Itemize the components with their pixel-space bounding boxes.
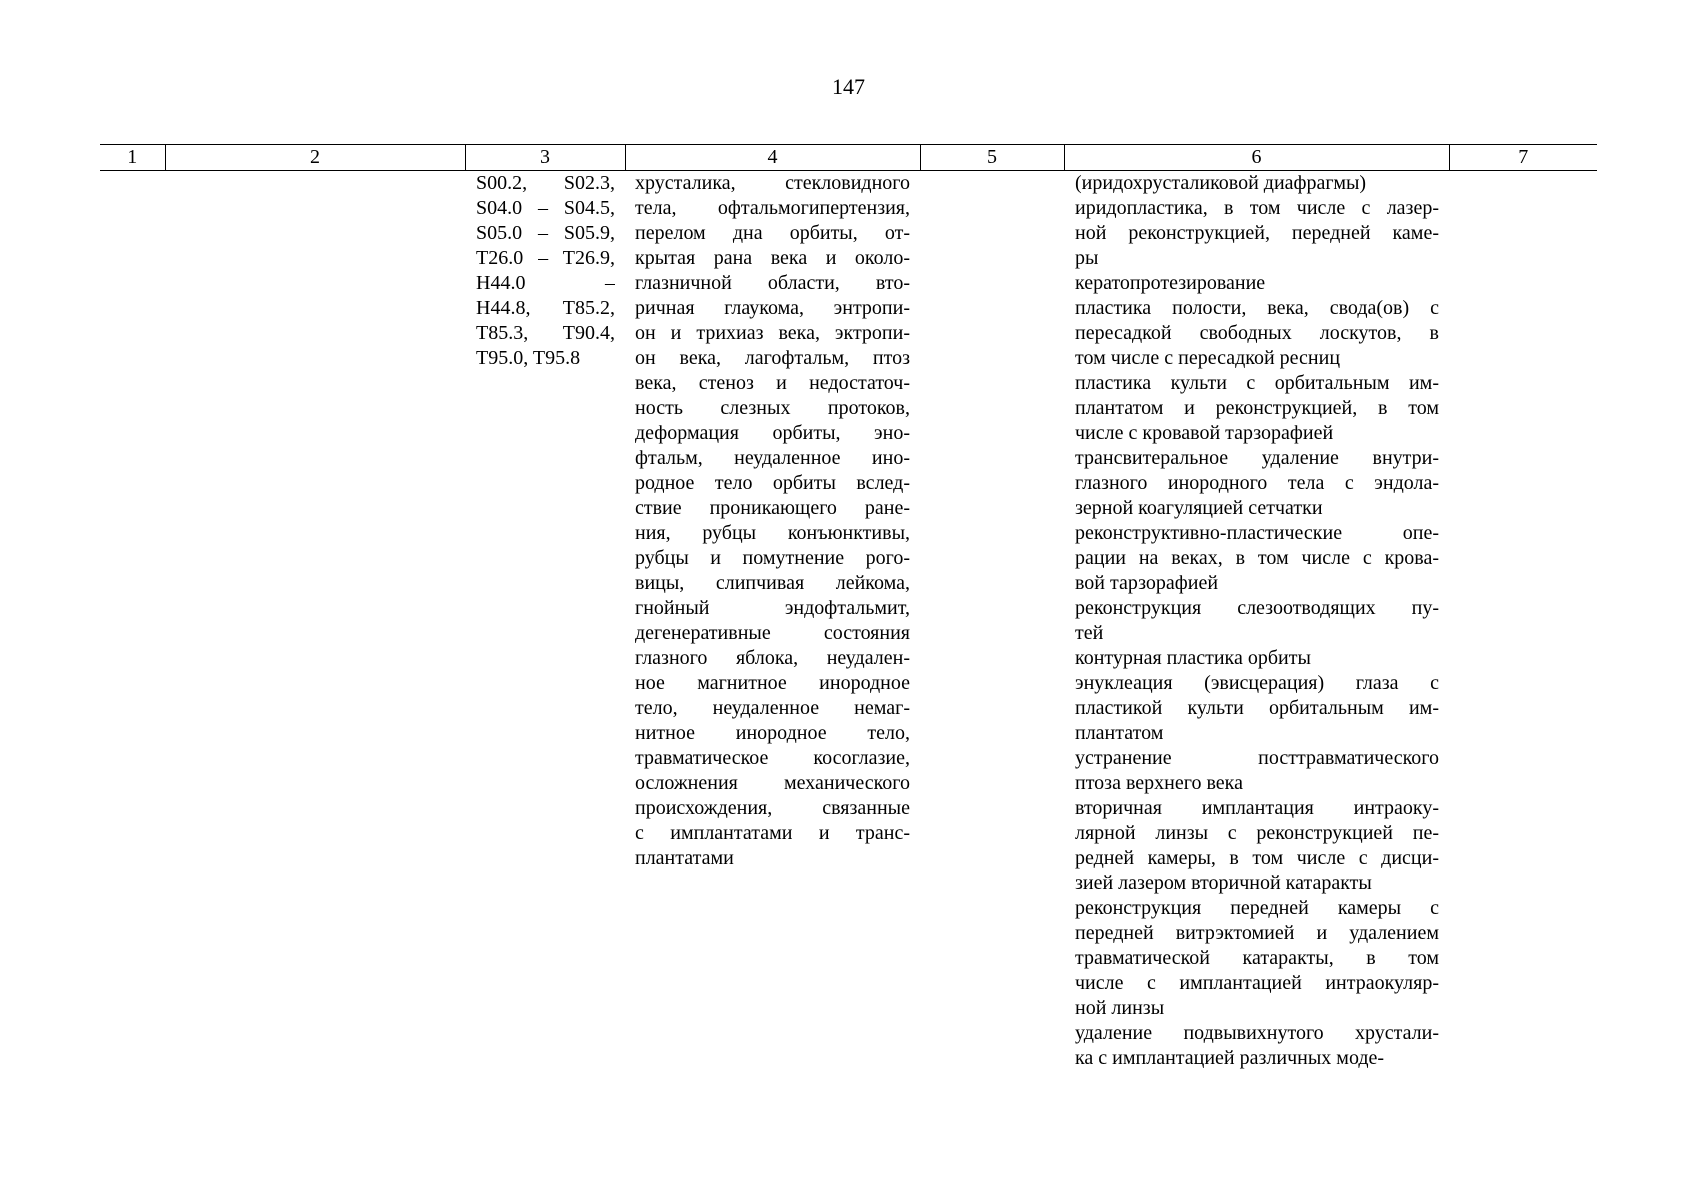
treatment-line: том числе с пересадкой ресниц [1075, 347, 1341, 369]
treatment-line: иридопластика, в том числе с лазер- [1075, 197, 1439, 219]
treatment-line: устранение посттравматического [1075, 747, 1439, 769]
treatment-line: ка с имплантацией различных моде- [1075, 1047, 1385, 1069]
cell-col-4-diagnoses [625, 171, 920, 1072]
diagnosis-line: тела, офтальмогипертензия, [635, 197, 910, 219]
diagnosis-line: крытая рана века и около- [635, 247, 910, 269]
treatment-line: глазного инородного тела с эндола- [1075, 472, 1439, 494]
icd-code-line: T26.0 – T26.9, [476, 247, 615, 269]
treatment-line: энуклеация (эвисцерация) глаза с [1075, 672, 1439, 694]
treatment-line: пластика культи с орбитальным им- [1075, 372, 1439, 394]
document-table [100, 144, 1597, 1071]
treatment-line: реконструкция передней камеры с [1075, 897, 1439, 919]
diagnosis-line: дегенеративные состояния [635, 622, 910, 644]
treatment-line: плантатом [1075, 722, 1164, 744]
treatment-line: ры [1075, 247, 1099, 269]
diagnosis-line: тело, неудаленное немаг- [635, 697, 910, 719]
treatment-line: пластика полости, века, свода(ов) с [1075, 297, 1439, 319]
treatment-line: пластикой культи орбитальным им- [1075, 697, 1439, 719]
treatment-line: зией лазером вторичной катаракты [1075, 872, 1372, 894]
treatment-line: рации на веках, в том числе с крова- [1075, 547, 1439, 569]
header-col-2: 2 [165, 145, 465, 171]
diagnosis-line: ное магнитное инородное [635, 672, 910, 694]
treatment-line: вой тарзорафией [1075, 572, 1219, 594]
treatment-line: удаление подвывихнутого хрустали- [1075, 1022, 1439, 1044]
treatment-line: числе с имплантацией интраокуляр- [1075, 972, 1439, 994]
header-col-7: 7 [1449, 145, 1597, 171]
icd-code-line: S05.0 – S05.9, [476, 222, 615, 244]
treatment-line: тей [1075, 622, 1104, 644]
diagnosis-line: родное тело орбиты вслед- [635, 472, 910, 494]
treatment-line: ной линзы [1075, 997, 1165, 1019]
diagnosis-line: ствие проникающего ране- [635, 497, 910, 519]
icd-code-line: S00.2, S02.3, [476, 172, 615, 194]
treatment-line: пересадкой свободных лоскутов, в [1075, 322, 1439, 344]
icd-code-line: T95.0, T95.8 [476, 347, 581, 369]
diagnosis-line: деформация орбиты, эно- [635, 422, 910, 444]
treatment-line: контурная пластика орбиты [1075, 647, 1311, 669]
header-col-5: 5 [920, 145, 1064, 171]
diagnosis-line: нитное инородное тело, [635, 722, 910, 744]
header-col-3: 3 [465, 145, 625, 171]
cell-col-7 [1449, 171, 1597, 1072]
table-row [100, 171, 1597, 1072]
diagnosis-line: вицы, слипчивая лейкома, [635, 572, 910, 594]
treatment-line: лярной линзы с реконструкцией пе- [1075, 822, 1439, 844]
diagnosis-line: происхождения, связанные [635, 797, 910, 819]
diagnosis-line: с имплантатами и транс- [635, 822, 910, 844]
diagnosis-line: он века, лагофтальм, птоз [635, 347, 910, 369]
diagnosis-line: травматическое косоглазие, [635, 747, 910, 769]
cell-col-6-treatments [1064, 171, 1449, 1072]
treatment-line: птоза верхнего века [1075, 772, 1243, 794]
diagnosis-line: века, стеноз и недостаточ- [635, 372, 910, 394]
treatment-line: (иридохрусталиковой диафрагмы) [1075, 172, 1367, 194]
diagnosis-line: гнойный эндофтальмит, [635, 597, 910, 619]
treatment-line: вторичная имплантация интраоку- [1075, 797, 1439, 819]
diagnosis-line: плантатами [635, 847, 734, 869]
header-row [100, 145, 1597, 171]
diagnosis-line: перелом дна орбиты, от- [635, 222, 910, 244]
treatment-line: зерной коагуляцией сетчатки [1075, 497, 1323, 519]
diagnosis-line: он и трихиаз века, эктропи- [635, 322, 910, 344]
cell-col-2 [165, 171, 465, 1072]
treatments-text [1064, 171, 1449, 1071]
cell-col-5 [920, 171, 1064, 1072]
treatment-line: ной реконструкцией, передней каме- [1075, 222, 1439, 244]
diagnoses-text [625, 171, 920, 871]
treatment-line: плантатом и реконструкцией, в том [1075, 397, 1439, 419]
page-number: 147 [832, 74, 865, 99]
treatment-line: реконструкция слезоотводящих пу- [1075, 597, 1439, 619]
treatment-line: трансвитеральное удаление внутри- [1075, 447, 1439, 469]
diagnosis-line: ность слезных протоков, [635, 397, 910, 419]
header-col-1: 1 [100, 145, 165, 171]
icd-code-line: H44.8, T85.2, [476, 297, 615, 319]
treatment-line: реконструктивно-пластические опе- [1075, 522, 1439, 544]
diagnosis-line: глазного яблока, неудален- [635, 647, 910, 669]
diagnosis-line: хрусталика, стекловидного [635, 172, 910, 194]
header-col-4: 4 [625, 145, 920, 171]
diagnosis-line: фтальм, неудаленное ино- [635, 447, 910, 469]
diagnosis-line: рубцы и помутнение рого- [635, 547, 910, 569]
icd-code-line: H44.0 – [476, 272, 615, 294]
treatment-line: числе с кровавой тарзорафией [1075, 422, 1334, 444]
treatment-line: передней витрэктомией и удалением [1075, 922, 1439, 944]
cell-col-1 [100, 171, 165, 1072]
treatment-line: редней камеры, в том числе с дисци- [1075, 847, 1439, 869]
diagnosis-line: ния, рубцы конъюнктивы, [635, 522, 910, 544]
diagnosis-line: осложнения механического [635, 772, 910, 794]
icd-codes-text [465, 171, 625, 371]
icd-code-line: T85.3, T90.4, [476, 322, 615, 344]
treatment-line: травматической катаракты, в том [1075, 947, 1439, 969]
treatment-line: кератопротезирование [1075, 272, 1266, 294]
header-col-6: 6 [1064, 145, 1449, 171]
cell-col-3-icd-codes [465, 171, 625, 1072]
diagnosis-line: ричная глаукома, энтропи- [635, 297, 910, 319]
icd-code-line: S04.0 – S04.5, [476, 197, 615, 219]
diagnosis-line: глазничной области, вто- [635, 272, 910, 294]
